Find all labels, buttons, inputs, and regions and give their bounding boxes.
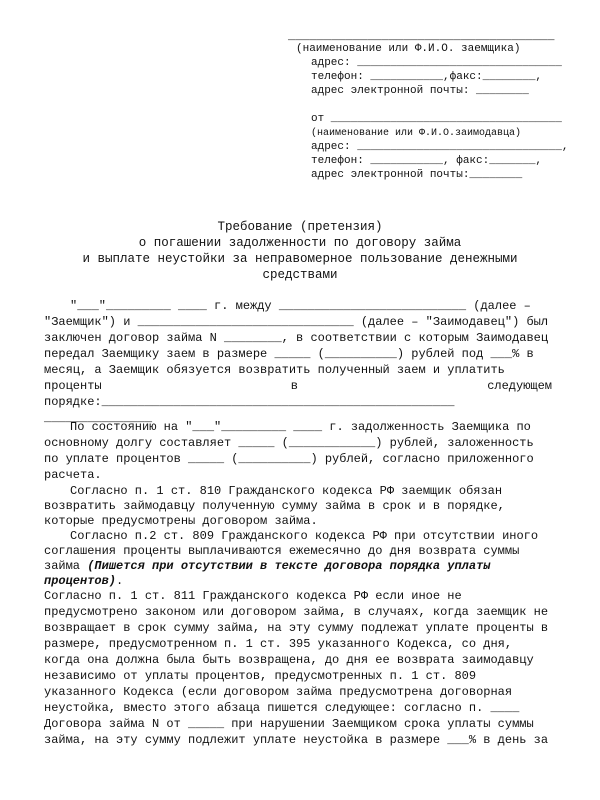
p1-line-4: передал Заемщику заем в размере _____ (__________) рублей под ___% в bbox=[44, 347, 534, 361]
borrower-name-caption: (наименование или Ф.И.О. заемщика) bbox=[296, 43, 521, 55]
p4-line-3-italic: (Пишется при отсутствии в тексте договора порядка уплаты bbox=[87, 559, 491, 573]
p4-line-3-plain: займа bbox=[44, 559, 88, 573]
p5-line-1: Согласно п. 1 ст. 811 Гражданского кодекса РФ если иное не bbox=[44, 589, 462, 603]
borrower-email: адрес электронной почты: ________ bbox=[311, 85, 529, 97]
p4-line-1: Согласно п.2 ст. 809 Гражданского кодекса РФ при отсутствии иного bbox=[70, 529, 539, 543]
p5-line-5: когда она должна была быть возвращена, до дня ее возврата заимодавцу bbox=[44, 653, 534, 667]
p2-line-1: По состоянию на "___"_________ ____ г. задолженность Заемщика по bbox=[70, 420, 531, 434]
p3-line-3: которые предусмотрены договором займа. bbox=[44, 514, 318, 528]
p5-line-3: возвращает в срок сумму займа, на эту сумму подлежат уплате проценты в bbox=[44, 621, 549, 635]
p4-line-4 bbox=[44, 574, 123, 589]
addressee-line: _____________________________________ bbox=[288, 29, 555, 43]
p2-line-2: основному долгу составляет _____ (____________) рублей, заложенность bbox=[44, 436, 534, 450]
borrower-phone-fax: телефон: ___________,факс:________, bbox=[311, 71, 543, 83]
document-title: Требование (претензия) bbox=[217, 220, 383, 234]
p2-line-4: расчета. bbox=[44, 468, 102, 482]
title-line-4: средствами bbox=[262, 268, 338, 282]
lender-name-caption: (наименование или Ф.И.О.заимодавца) bbox=[311, 128, 522, 139]
title-line-3: и выплате неустойки за неправомерное пользование денежными bbox=[82, 252, 518, 266]
lender-phone-fax: телефон: ___________, факс:_______, bbox=[311, 155, 543, 167]
p1-word-in: в bbox=[290, 379, 298, 393]
lender-address: адрес: _______________________________, bbox=[311, 141, 569, 153]
p1-line-6 bbox=[44, 379, 552, 394]
p1-line-1: "___"_________ ____ г. между __________________________ (далее – bbox=[70, 299, 531, 313]
borrower-address: адрес: _______________________________ bbox=[311, 57, 562, 69]
p4-line-3 bbox=[44, 559, 490, 574]
p4-line-2: соглашения проценты выплачиваются ежемесячно до дня возврата суммы bbox=[44, 544, 520, 558]
lender-email: адрес электронной почты:________ bbox=[311, 169, 523, 181]
p1-line-5: месяц, а Заемщик обязуется возвратить полученный заем и уплатить bbox=[44, 363, 505, 377]
from-line: от ___________________________________ bbox=[311, 113, 562, 125]
p5-line-10: займа, на эту сумму подлежит уплате неустойка в размере ___% в день за bbox=[44, 733, 549, 747]
p3-line-1: Согласно п. 1 ст. 810 Гражданского кодекса РФ заемщик обязан bbox=[70, 484, 503, 498]
p5-line-2: предусмотрено законом или договором займа, в случаях, когда заемщик не bbox=[44, 605, 549, 619]
p5-line-7: указанного Кодекса (если договором займа предусмотрена договорная bbox=[44, 685, 513, 699]
p1-line-2: "Заемщик") и ______________________________ (далее – "Заимодавец") был bbox=[44, 315, 549, 329]
p4-line-4-italic: процентов) bbox=[44, 574, 117, 588]
p5-line-8: неустойка, вместо этого абзаца пишется следующее: согласно п. ____ bbox=[44, 701, 520, 715]
p1-word-interest: проценты bbox=[44, 379, 102, 393]
p5-line-4: размере, предусмотренном п. 1 ст. 395 указанного Кодекса, со дня, bbox=[44, 637, 513, 651]
p1-line-3: заключен договор займа N ________, в соответствии с которым Заимодавец bbox=[44, 331, 549, 345]
p1-word-following: следующем bbox=[487, 379, 552, 393]
p2-line-3: по уплате процентов _____ (__________) рублей, согласно приложенного bbox=[44, 452, 534, 466]
p1-line-8: _______________ bbox=[44, 411, 153, 425]
p5-line-9: Договора займа N от _____ при нарушении Заемщиком срока уплаты суммы bbox=[44, 717, 534, 731]
title-line-2: о погашении задолженности по договору займа bbox=[138, 236, 462, 250]
p1-line-7: порядке:_________________________________________________ bbox=[44, 395, 455, 409]
p5-line-6: независимо от уплаты процентов, предусмотренных п. 1 ст. 809 bbox=[44, 669, 477, 683]
p3-line-2: возвратить займодавцу полученную сумму займа в срок и в порядке, bbox=[44, 499, 505, 513]
p4-line-4-tail: . bbox=[116, 574, 124, 588]
